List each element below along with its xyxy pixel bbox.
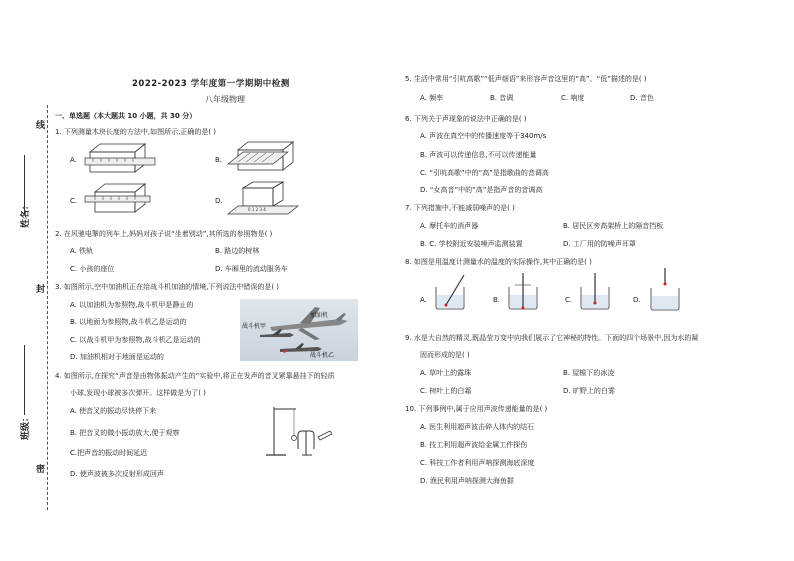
q1-option-b: B. (215, 156, 223, 164)
q8-figure-b (505, 273, 545, 311)
q9-option-b: B. 屋檐下的冰凌 (563, 369, 615, 377)
q1-figure-a (85, 140, 160, 176)
margin-label-class: 班级： (21, 412, 31, 440)
q3-option-d: D. 加油机相对于地面是运动的 (70, 353, 164, 361)
q9-option-d: D. 旷野上的白雾 (563, 387, 615, 395)
q6-stem: 6. 下列关于声现象的说法中正确的是( ) (405, 115, 527, 123)
q1-stem: 1. 下列测量木块长度的方法中,如图所示,正确的是( ) (55, 128, 217, 136)
class-write-line (24, 345, 25, 415)
q7-stem: 7. 下列措施中,不能减弱噪声的是( ) (405, 204, 515, 212)
q10-stem: 10. 下列事例中,属于应用声波传递能量的是( ) (405, 405, 548, 413)
margin-label-line: 线 (36, 121, 46, 131)
q9-option-c: C. 树叶上的白霜 (420, 387, 472, 395)
q5-option-a: A. 频率 (420, 94, 444, 102)
q4-stem-line1: 4. 如图所示,在探究“声音是由物体振动产生的”实验中,将正在发声的音叉紧靠悬挂下的轻质 (55, 372, 335, 380)
q7-option-c: B. C. 学校附近安装噪声监测装置 (420, 240, 523, 248)
q6-option-a: A. 声波在真空中的传播速度等于340m/s (420, 132, 547, 140)
q8-option-d: D. (633, 296, 641, 304)
q3-option-c: C. 以战斗机甲为参照物,战斗机乙是运动的 (70, 336, 201, 344)
q8-option-c: C. (565, 296, 573, 304)
q9-stem-line1: 9. 水是大自然的精灵,既晶莹万变中向我们展示了它神秘的特性。下面的四个场景中,因为水的凝 (405, 334, 699, 342)
q4-option-b: B. 把音叉的微小振动放大,便于观察 (70, 429, 180, 437)
name-write-line (24, 155, 25, 215)
q3-option-a: A. 以加油机为参照物,战斗机甲是静止的 (70, 301, 194, 309)
q10-option-a: A. 医生利用超声波击碎人体内的结石 (420, 423, 535, 431)
q2-stem: 2. 在风驰电掣的列车上,妈妈对孩子说“坐着别动”,其所选的参照物是( ) (55, 230, 273, 238)
q3-option-b: B. 以地面为参照物,战斗机乙是运动的 (70, 318, 187, 326)
q8-figure-c (577, 273, 617, 311)
q4-option-d: D. 使声波被多次反射形成回声 (70, 470, 164, 478)
margin-label-name: 姓名： (21, 200, 31, 228)
q6-option-d: D. “女高音”中的“高”是指声音的音调高 (420, 186, 543, 194)
label-tanker: 加油机 (310, 312, 329, 319)
q4-figure-tuning-fork (266, 403, 336, 458)
q3-stem: 3. 如图所示,空中加油机正在给战斗机加油的情境,下列说法中错误的是( ) (55, 283, 280, 291)
q8-stem: 8. 如图是用温度计测量水的温度的实际操作,其中正确的是( ) (405, 258, 592, 266)
q5-option-c: C. 响度 (561, 94, 585, 102)
q2-option-a: A. 铁轨 (70, 247, 94, 255)
q1-option-d: D. (215, 197, 223, 205)
section-heading: 一、单选题（本大题共 10 小题，共 30 分） (55, 112, 197, 120)
q7-option-d: D. 工厂用的防噪声耳罩 (563, 240, 636, 248)
q3-photo-aircraft (240, 299, 358, 361)
q5-option-d: D. 音色 (630, 94, 654, 102)
exam-title: 2022-2023 学年度第一学期期中检测 (132, 79, 290, 89)
margin-label-seal: 封 (36, 285, 46, 295)
binding-dashed-line (47, 105, 48, 510)
label-fighter-b: 战斗机乙 (310, 352, 335, 359)
q1-figure-b (228, 140, 298, 176)
q4-stem-line2: 小球,发现小球被多次弹开。这样做是为了( ) (70, 389, 206, 397)
q7-option-b: B. 居民区旁高架桥上的隔音挡板 (563, 222, 664, 230)
q8-figure-a (432, 273, 472, 311)
svg-text:0 1 2 3 4: 0 1 2 3 4 (248, 207, 266, 212)
q8-option-a: A. (420, 296, 427, 304)
q4-option-c: C.把声音的振动时间延迟 (70, 449, 148, 457)
q4-option-a: A. 使音叉的振动尽快停下来 (70, 407, 157, 415)
q1-option-a: A. (70, 156, 77, 164)
label-fighter-a: 战斗机甲 (242, 323, 267, 330)
q6-option-c: C. “引吭高歌”中的“高”是指歌曲的音调高 (420, 169, 549, 177)
q2-option-b: B. 路边的树林 (215, 247, 260, 255)
q5-option-b: B. 音调 (490, 94, 514, 102)
q9-stem-line2: 固而形成的是( ) (420, 351, 470, 359)
exam-subject: 八年级物理 (205, 95, 245, 104)
q10-option-c: C. 科技工作者利用声呐探测海底深度 (420, 459, 535, 467)
q10-option-d: D. 渔民利用声呐探测大海鱼群 (420, 477, 514, 485)
q1-figure-d (228, 180, 300, 218)
q2-option-d: D. 车厢里的流动服务车 (215, 265, 288, 273)
q7-option-a: A. 摩托车的消声器 (420, 222, 479, 230)
q1-option-c: C. (70, 197, 78, 205)
q9-option-a: A. 草叶上的露珠 (420, 369, 472, 377)
q2-option-c: C. 小孩的座位 (70, 265, 115, 273)
q8-figure-d (647, 268, 687, 312)
q1-figure-c (85, 182, 160, 218)
margin-label-secret: 密 (36, 465, 46, 475)
q10-option-b: B. 技工利用超声波给金属工件探伤 (420, 441, 528, 449)
q8-option-b: B. (493, 296, 501, 304)
q6-option-b: B. 声波可以传递信息,不可以传递能量 (420, 151, 537, 159)
q5-stem: 5. 生活中常用“引吭高歌”“低声细语”来形容声音这里的“高”、“低”描述的是( ) (405, 75, 647, 83)
